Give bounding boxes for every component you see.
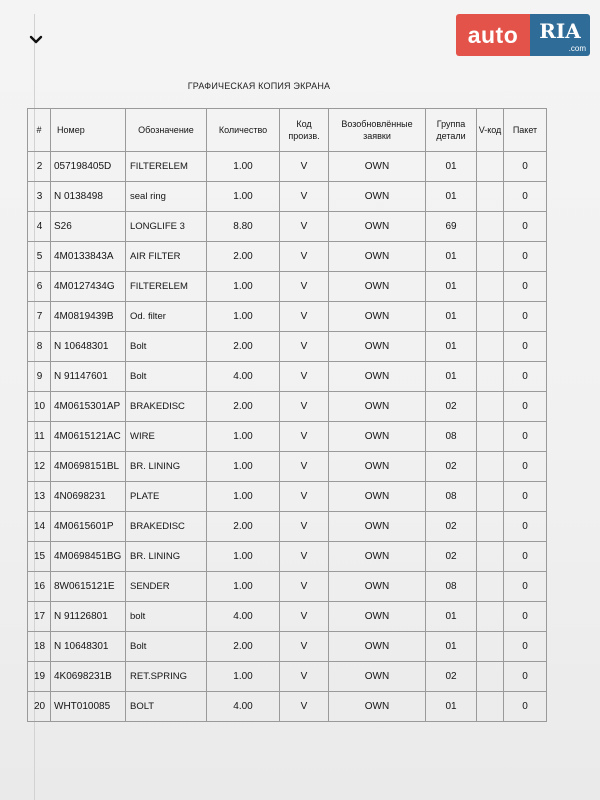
- package-cell: 0: [504, 242, 547, 272]
- v-code-cell: [477, 482, 504, 512]
- renewed-orders-cell: OWN: [329, 302, 426, 332]
- designation-cell: BRAKEDISC: [126, 512, 207, 542]
- row-index-cell: 16: [28, 572, 51, 602]
- manufacturer-code-cell: V: [280, 182, 329, 212]
- package-cell: 0: [504, 152, 547, 182]
- package-cell: 0: [504, 632, 547, 662]
- part-number-cell: 4M0819439B: [51, 302, 126, 332]
- part-group-cell: 08: [426, 422, 477, 452]
- logo-ria-text: RIA: [539, 19, 581, 43]
- part-group-cell: 01: [426, 632, 477, 662]
- renewed-orders-cell: OWN: [329, 182, 426, 212]
- manufacturer-code-cell: V: [280, 662, 329, 692]
- column-header-v-code: V-код: [477, 109, 504, 152]
- quantity-cell: 1.00: [207, 422, 280, 452]
- v-code-cell: [477, 572, 504, 602]
- quantity-cell: 4.00: [207, 602, 280, 632]
- v-code-cell: [477, 242, 504, 272]
- v-code-cell: [477, 212, 504, 242]
- table-row: [28, 482, 547, 512]
- renewed-orders-cell: OWN: [329, 692, 426, 722]
- table-row: [28, 692, 547, 722]
- manufacturer-code-cell: V: [280, 452, 329, 482]
- v-code-cell: [477, 272, 504, 302]
- designation-cell: RET.SPRING: [126, 662, 207, 692]
- part-number-cell: 4N0698231: [51, 482, 126, 512]
- designation-cell: Bolt: [126, 332, 207, 362]
- part-number-cell: N 91126801: [51, 602, 126, 632]
- table-row: [28, 452, 547, 482]
- designation-cell: LONGLIFE 3: [126, 212, 207, 242]
- package-cell: 0: [504, 272, 547, 302]
- logo-ria-block: [530, 14, 590, 56]
- designation-cell: BRAKEDISC: [126, 392, 207, 422]
- table-header-row: [28, 109, 547, 152]
- v-code-cell: [477, 422, 504, 452]
- logo-auto-text: auto: [456, 14, 530, 56]
- package-cell: 0: [504, 182, 547, 212]
- package-cell: 0: [504, 392, 547, 422]
- manufacturer-code-cell: V: [280, 362, 329, 392]
- part-number-cell: S26: [51, 212, 126, 242]
- row-index-cell: 4: [28, 212, 51, 242]
- manufacturer-code-cell: V: [280, 542, 329, 572]
- table-row: [28, 332, 547, 362]
- part-group-cell: 08: [426, 482, 477, 512]
- quantity-cell: 1.00: [207, 482, 280, 512]
- part-number-cell: 4M0133843A: [51, 242, 126, 272]
- v-code-cell: [477, 452, 504, 482]
- row-index-cell: 3: [28, 182, 51, 212]
- autoria-logo[interactable]: [456, 14, 590, 56]
- package-cell: 0: [504, 362, 547, 392]
- part-group-cell: 01: [426, 242, 477, 272]
- row-index-cell: 13: [28, 482, 51, 512]
- row-index-cell: 18: [28, 632, 51, 662]
- logo-domain-text: .com: [568, 44, 586, 53]
- v-code-cell: [477, 332, 504, 362]
- part-number-cell: N 10648301: [51, 332, 126, 362]
- manufacturer-code-cell: V: [280, 332, 329, 362]
- row-index-cell: 10: [28, 392, 51, 422]
- v-code-cell: [477, 182, 504, 212]
- manufacturer-code-cell: V: [280, 482, 329, 512]
- row-index-cell: 11: [28, 422, 51, 452]
- part-group-cell: 01: [426, 332, 477, 362]
- part-group-cell: 01: [426, 152, 477, 182]
- quantity-cell: 2.00: [207, 332, 280, 362]
- designation-cell: Bolt: [126, 362, 207, 392]
- part-number-cell: N 10648301: [51, 632, 126, 662]
- table-row: [28, 512, 547, 542]
- table-row: [28, 662, 547, 692]
- v-code-cell: [477, 392, 504, 422]
- part-number-cell: N 91147601: [51, 362, 126, 392]
- renewed-orders-cell: OWN: [329, 662, 426, 692]
- renewed-orders-cell: OWN: [329, 272, 426, 302]
- package-cell: 0: [504, 332, 547, 362]
- part-number-cell: 4M0615601P: [51, 512, 126, 542]
- manufacturer-code-cell: V: [280, 602, 329, 632]
- designation-cell: Od. filter: [126, 302, 207, 332]
- renewed-orders-cell: OWN: [329, 332, 426, 362]
- row-index-cell: 7: [28, 302, 51, 332]
- table-row: [28, 362, 547, 392]
- row-index-cell: 15: [28, 542, 51, 572]
- row-index-cell: 6: [28, 272, 51, 302]
- designation-cell: FILTERELEM: [126, 152, 207, 182]
- part-number-cell: 8W0615121E: [51, 572, 126, 602]
- part-group-cell: 02: [426, 542, 477, 572]
- renewed-orders-cell: OWN: [329, 482, 426, 512]
- quantity-cell: 2.00: [207, 632, 280, 662]
- manufacturer-code-cell: V: [280, 422, 329, 452]
- part-group-cell: 02: [426, 662, 477, 692]
- quantity-cell: 1.00: [207, 152, 280, 182]
- package-cell: 0: [504, 452, 547, 482]
- designation-cell: AIR FILTER: [126, 242, 207, 272]
- manufacturer-code-cell: V: [280, 152, 329, 182]
- quantity-cell: 1.00: [207, 542, 280, 572]
- part-number-cell: WHT010085: [51, 692, 126, 722]
- quantity-cell: 4.00: [207, 362, 280, 392]
- manufacturer-code-cell: V: [280, 632, 329, 662]
- designation-cell: PLATE: [126, 482, 207, 512]
- row-index-cell: 5: [28, 242, 51, 272]
- renewed-orders-cell: OWN: [329, 512, 426, 542]
- row-index-cell: 12: [28, 452, 51, 482]
- renewed-orders-cell: OWN: [329, 392, 426, 422]
- quantity-cell: 1.00: [207, 572, 280, 602]
- package-cell: 0: [504, 482, 547, 512]
- designation-cell: BR. LINING: [126, 452, 207, 482]
- designation-cell: Bolt: [126, 632, 207, 662]
- row-index-cell: 17: [28, 602, 51, 632]
- table-row: [28, 572, 547, 602]
- part-number-cell: 4M0615301AP: [51, 392, 126, 422]
- quantity-cell: 1.00: [207, 272, 280, 302]
- part-group-cell: 08: [426, 572, 477, 602]
- column-header-designation: Обозначение: [126, 109, 207, 152]
- column-header-manufacturer-code: Код произв.: [280, 109, 329, 152]
- quantity-cell: 2.00: [207, 392, 280, 422]
- v-code-cell: [477, 362, 504, 392]
- part-group-cell: 02: [426, 512, 477, 542]
- quantity-cell: 1.00: [207, 182, 280, 212]
- quantity-cell: 1.00: [207, 662, 280, 692]
- table-row: [28, 272, 547, 302]
- table-row: [28, 182, 547, 212]
- designation-cell: BR. LINING: [126, 542, 207, 572]
- table-body: [28, 152, 547, 722]
- column-header-part-group: Группа детали: [426, 109, 477, 152]
- part-group-cell: 01: [426, 182, 477, 212]
- manufacturer-code-cell: V: [280, 392, 329, 422]
- table-row: [28, 212, 547, 242]
- package-cell: 0: [504, 692, 547, 722]
- part-group-cell: 02: [426, 452, 477, 482]
- renewed-orders-cell: OWN: [329, 602, 426, 632]
- part-group-cell: 01: [426, 692, 477, 722]
- part-number-cell: N 0138498: [51, 182, 126, 212]
- quantity-cell: 8.80: [207, 212, 280, 242]
- quantity-cell: 2.00: [207, 242, 280, 272]
- v-code-cell: [477, 512, 504, 542]
- package-cell: 0: [504, 602, 547, 632]
- quantity-cell: 2.00: [207, 512, 280, 542]
- renewed-orders-cell: OWN: [329, 572, 426, 602]
- quantity-cell: 1.00: [207, 452, 280, 482]
- quantity-cell: 1.00: [207, 302, 280, 332]
- row-index-cell: 9: [28, 362, 51, 392]
- table-row: [28, 392, 547, 422]
- manufacturer-code-cell: V: [280, 512, 329, 542]
- part-group-cell: 01: [426, 272, 477, 302]
- v-code-cell: [477, 152, 504, 182]
- renewed-orders-cell: OWN: [329, 422, 426, 452]
- column-header-quantity: Количество: [207, 109, 280, 152]
- v-code-cell: [477, 632, 504, 662]
- package-cell: 0: [504, 512, 547, 542]
- renewed-orders-cell: OWN: [329, 542, 426, 572]
- renewed-orders-cell: OWN: [329, 452, 426, 482]
- v-code-cell: [477, 602, 504, 632]
- package-cell: 0: [504, 572, 547, 602]
- column-header-renewed-orders: Возобновлённые заявки: [329, 109, 426, 152]
- column-header-number: Номер: [51, 109, 126, 152]
- renewed-orders-cell: OWN: [329, 632, 426, 662]
- quantity-cell: 4.00: [207, 692, 280, 722]
- designation-cell: BOLT: [126, 692, 207, 722]
- part-number-cell: 4M0127434G: [51, 272, 126, 302]
- table-row: [28, 632, 547, 662]
- designation-cell: FILTERELEM: [126, 272, 207, 302]
- renewed-orders-cell: OWN: [329, 212, 426, 242]
- column-header-package: Пакет: [504, 109, 547, 152]
- table-row: [28, 302, 547, 332]
- part-number-cell: 057198405D: [51, 152, 126, 182]
- part-group-cell: 01: [426, 602, 477, 632]
- manufacturer-code-cell: V: [280, 212, 329, 242]
- package-cell: 0: [504, 422, 547, 452]
- package-cell: 0: [504, 302, 547, 332]
- manufacturer-code-cell: V: [280, 302, 329, 332]
- column-header-index: #: [28, 109, 51, 152]
- v-code-cell: [477, 302, 504, 332]
- renewed-orders-cell: OWN: [329, 362, 426, 392]
- table-row: [28, 422, 547, 452]
- row-index-cell: 19: [28, 662, 51, 692]
- renewed-orders-cell: OWN: [329, 152, 426, 182]
- designation-cell: WIRE: [126, 422, 207, 452]
- manufacturer-code-cell: V: [280, 692, 329, 722]
- part-number-cell: 4M0698451BG: [51, 542, 126, 572]
- manufacturer-code-cell: V: [280, 572, 329, 602]
- designation-cell: SENDER: [126, 572, 207, 602]
- manufacturer-code-cell: V: [280, 242, 329, 272]
- table-row: [28, 152, 547, 182]
- part-group-cell: 02: [426, 392, 477, 422]
- part-number-cell: 4K0698231B: [51, 662, 126, 692]
- package-cell: 0: [504, 662, 547, 692]
- table-row: [28, 242, 547, 272]
- package-cell: 0: [504, 212, 547, 242]
- parts-table: [27, 108, 547, 722]
- part-number-cell: 4M0615121AC: [51, 422, 126, 452]
- row-index-cell: 20: [28, 692, 51, 722]
- table-row: [28, 602, 547, 632]
- part-group-cell: 01: [426, 302, 477, 332]
- table-row: [28, 542, 547, 572]
- chevron-down-icon[interactable]: [28, 32, 44, 48]
- package-cell: 0: [504, 542, 547, 572]
- v-code-cell: [477, 692, 504, 722]
- v-code-cell: [477, 542, 504, 572]
- document-title: ГРАФИЧЕСКАЯ КОПИЯ ЭКРАНА: [187, 81, 331, 91]
- part-number-cell: 4M0698151BL: [51, 452, 126, 482]
- renewed-orders-cell: OWN: [329, 242, 426, 272]
- part-group-cell: 69: [426, 212, 477, 242]
- designation-cell: bolt: [126, 602, 207, 632]
- manufacturer-code-cell: V: [280, 272, 329, 302]
- designation-cell: seal ring: [126, 182, 207, 212]
- row-index-cell: 14: [28, 512, 51, 542]
- row-index-cell: 2: [28, 152, 51, 182]
- row-index-cell: 8: [28, 332, 51, 362]
- part-group-cell: 01: [426, 362, 477, 392]
- v-code-cell: [477, 662, 504, 692]
